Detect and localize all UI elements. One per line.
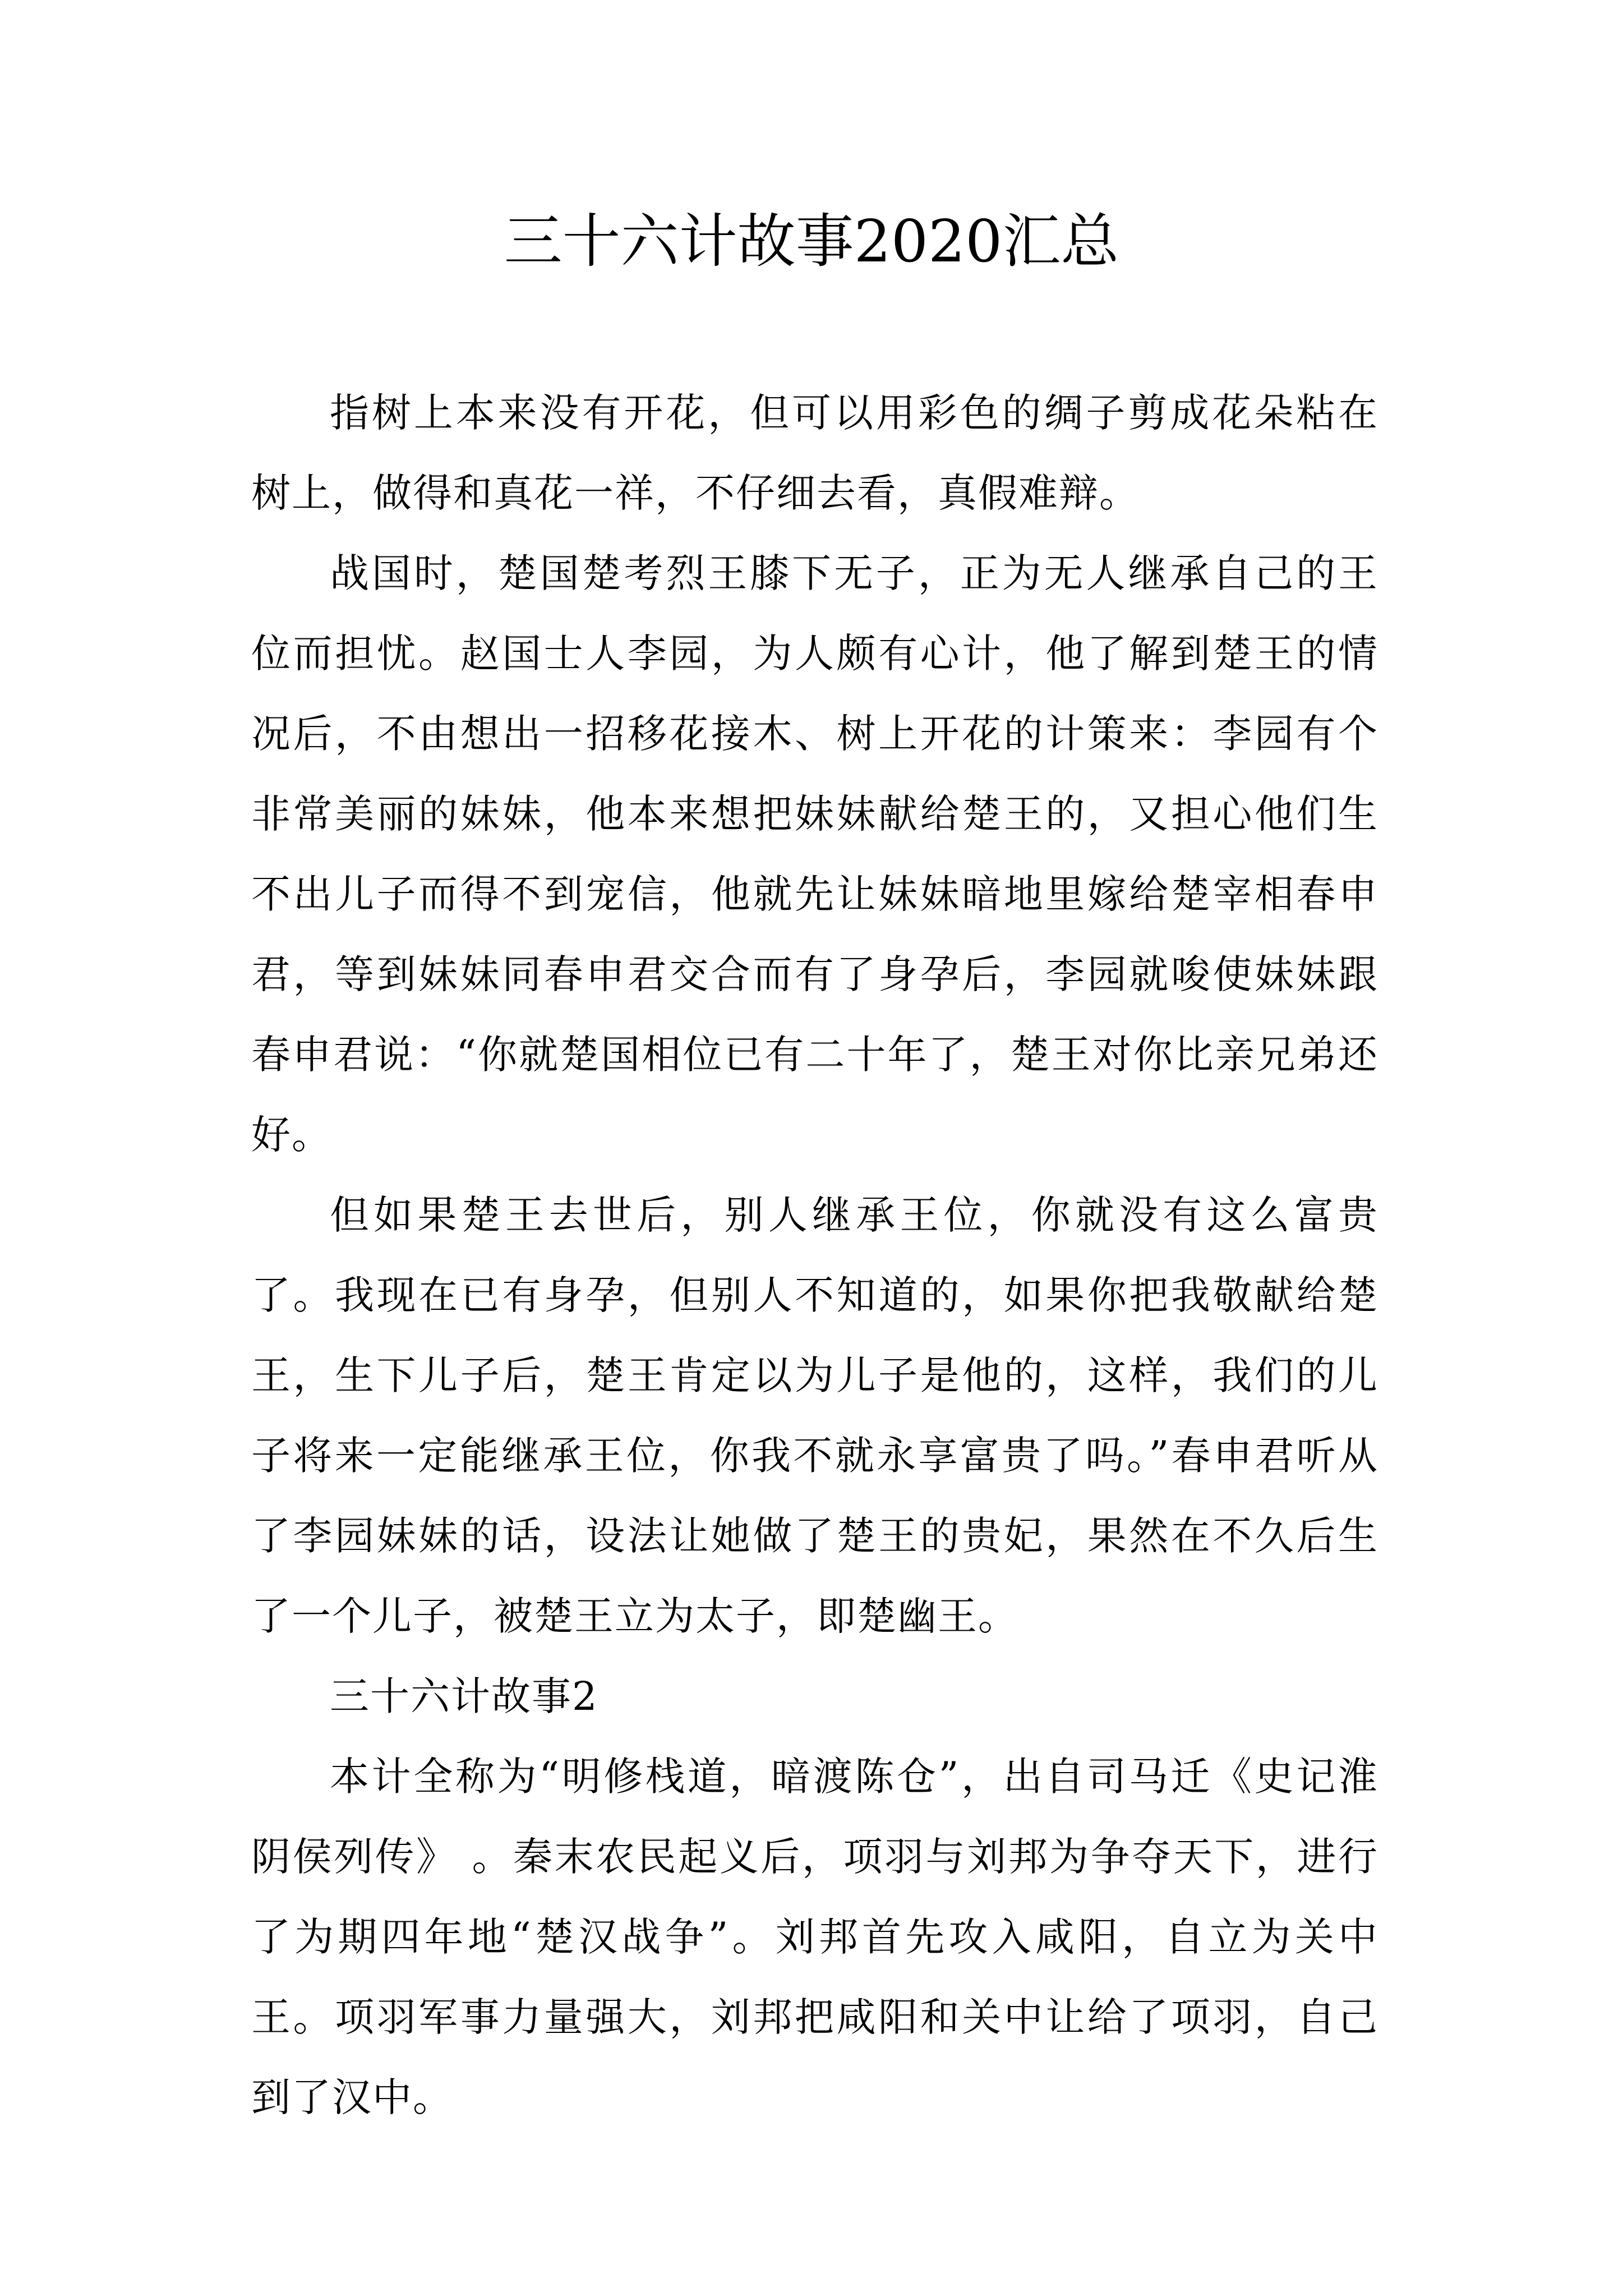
paragraph: 本计全称为“明修栈道，暗渡陈仓”，出自司马迁《史记淮阴侯列传》 。秦末农民起义后，项羽与刘邦为争夺天下，进行了为期四年地“楚汉战争”。刘邦首先攻入咸阳，自立为关中王。项羽军事力量强大，刘邦把咸阳和关中让给了项羽，自己到了汉中。 bbox=[251, 1754, 1378, 2120]
document-title: 三十六计故事2020汇总 bbox=[504, 207, 1119, 275]
paragraph: 但如果楚王去世后，别人继承王位，你就没有这么富贵了。我现在已有身孕，但别人不知道的，如果你把我敬献给楚王，生下儿子后，楚王肯定以为儿子是他的，这样，我们的儿子将来一定能继承王位，你我不就永享富贵了吗。”春申君听从了李园妹妹的话，设法让她做了楚王的贵妃，果然在不久后生了一个儿子，被楚王立为太子，即楚幽王。 bbox=[251, 1192, 1378, 1639]
paragraph: 指树上本来没有开花，但可以用彩色的绸子剪成花朵粘在树上，做得和真花一祥，不仔细去看，真假难辩。 bbox=[251, 390, 1378, 516]
section-heading: 三十六计故事2 bbox=[330, 1673, 598, 1719]
document-body bbox=[251, 373, 1378, 2138]
paragraph: 战国时，楚国楚考烈王膝下无子，正为无人继承自己的王位而担忧。赵国士人李园，为人颇有心计，他了解到楚王的情况后，不由想出一招移花接木、树上开花的计策来：李园有个非常美丽的妹妹，他本来想把妹妹献给楚王的，又担心他们生不出儿子而得不到宠信，他就先让妹妹暗地里嫁给楚宰相春申君，等到妹妹同春申君交合而有了身孕后，李园就唆使妹妹跟春申君说：“你就楚国相位已有二十年了，楚王对你比亲兄弟还好。 bbox=[251, 550, 1378, 1158]
